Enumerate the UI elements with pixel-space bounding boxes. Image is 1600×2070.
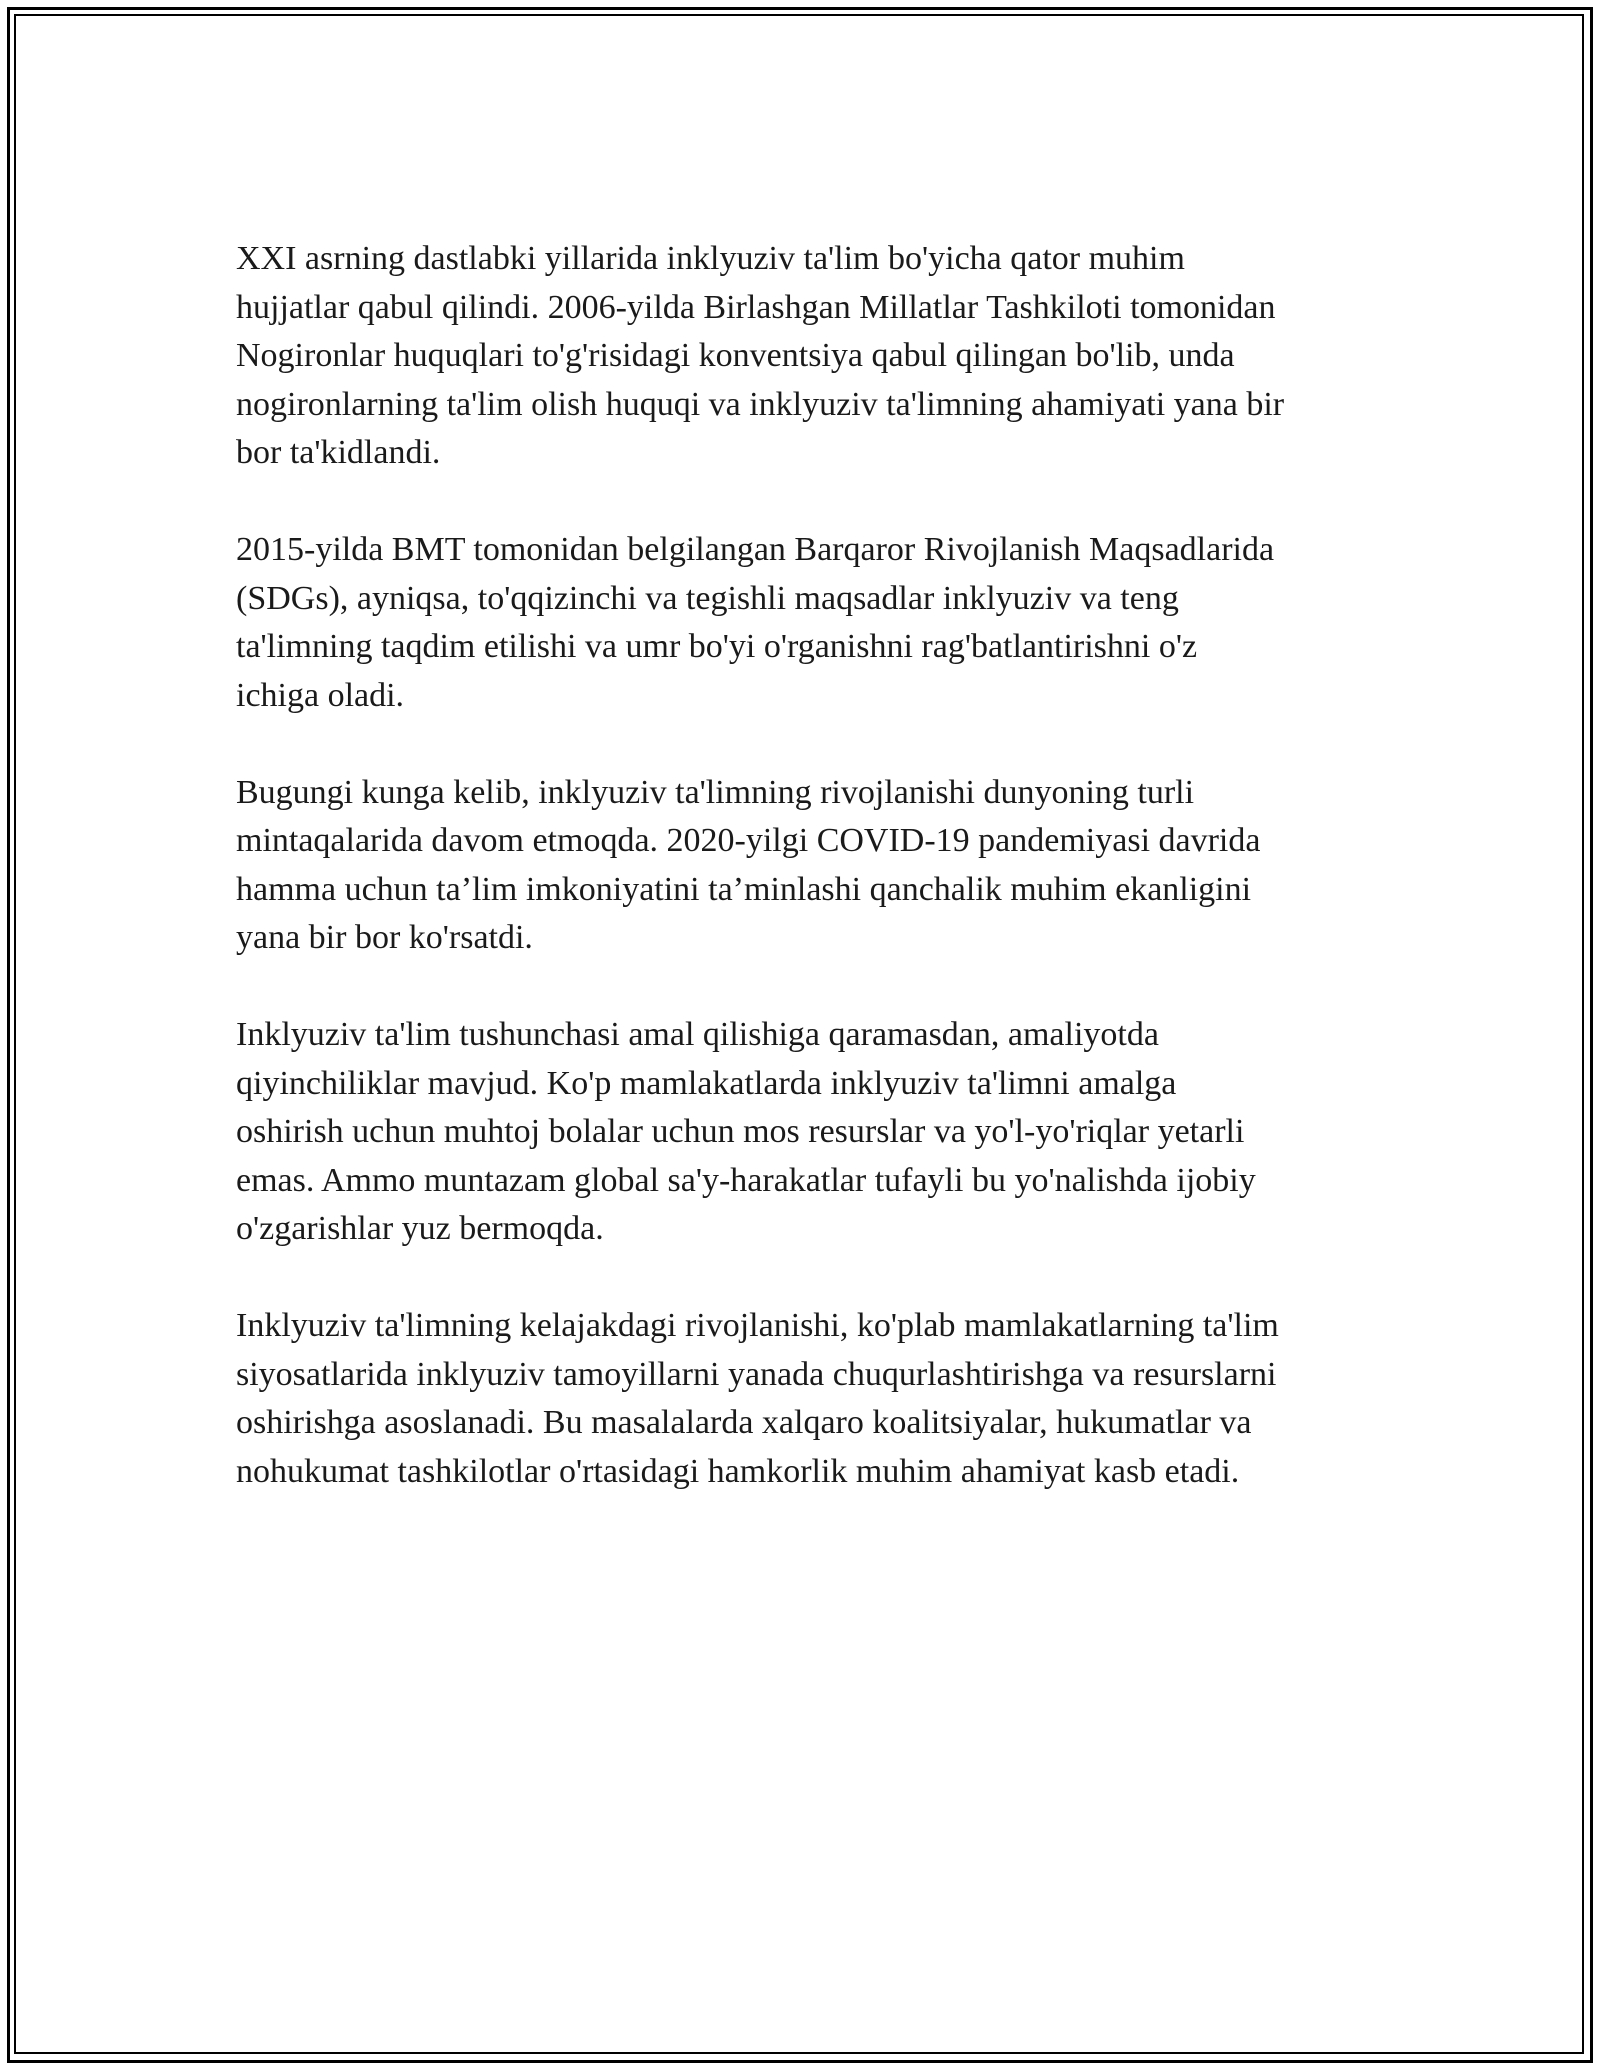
paragraph-4: Inklyuziv ta'lim tushunchasi amal qilishiga qaramasdan, amaliyotda qiyinchiliklar mavjud. Ko'p mamlakatlarda inklyuziv ta'limni amalga oshirish uchun muhtoj bolalar uchun mos resurslar va yo'l-yo'riqlar yetarli emas. Ammo muntazam global sa'y-harakatlar tufayli bu yo'nalishda ijobiy o'zgarishlar yuz bermoqda. [236, 1016, 1256, 1247]
paragraph-3: Bugungi kunga kelib, inklyuziv ta'limning rivojlanishi dunyoning turli mintaqalarida davom etmoqda. 2020-yilgi COVID-19 pandemiyasi davrida hamma uchun ta’lim imkoniyatini ta’minlashi qanchalik muhim ekanligini yana bir bor ko'rsatdi. [236, 773, 1261, 956]
document-body [236, 235, 1396, 1545]
paragraph-5: Inklyuziv ta'limning kelajakdagi rivojlanishi, ko'plab mamlakatlarning ta'lim siyosatlarida inklyuziv tamoyillarni yanada chuqurlashtirishga va resurslarni oshirishga asoslanadi. Bu masalalarda xalqaro koalitsiyalar, hukumatlar va nohukumat tashkilotlar o'rtasidagi hamkorlik muhim ahamiyat kasb etadi. [236, 1307, 1279, 1490]
paragraph-1: XXI asrning dastlabki yillarida inklyuziv ta'lim bo'yicha qator muhim hujjatlar qabul qilindi. 2006-yilda Birlashgan Millatlar Tashkiloti tomonidan Nogironlar huquqlari to'g'risidagi konventsiya qabul qilingan bo'lib, unda nogironlarning ta'lim olish huquqi va inklyuziv ta'limning ahamiyati yana bir bor ta'kidlandi. [236, 240, 1285, 471]
paragraph-2: 2015-yilda BMT tomonidan belgilangan Barqaror Rivojlanish Maqsadlarida (SDGs), ayniqsa, to'qqizinchi va tegishli maqsadlar inklyuziv va teng ta'limning taqdim etilishi va umr bo'yi o'rganishni rag'batlantirishni o'z ichiga oladi. [236, 531, 1275, 714]
